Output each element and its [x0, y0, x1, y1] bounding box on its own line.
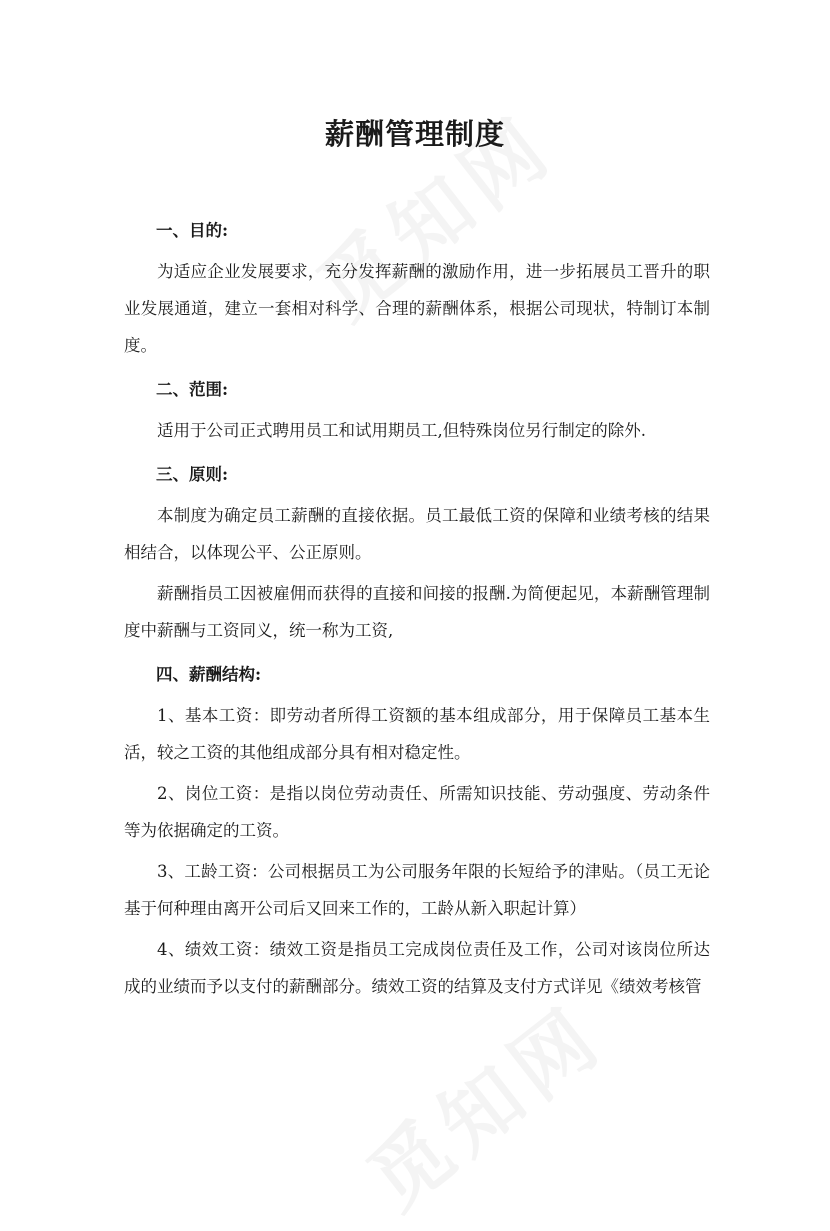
paragraph: 3、工龄工资：公司根据员工为公司服务年限的长短给予的津贴。（员工无论基于何种理由离开公司后又回来工作的，工龄从新入职起计算）	[124, 862, 710, 918]
section-heading: 三、原则:	[156, 465, 229, 484]
section-principles	[124, 453, 710, 649]
section-scope	[124, 368, 710, 449]
section-heading: 四、薪酬结构:	[156, 665, 262, 684]
paragraph: 为适应企业发展要求，充分发挥薪酬的激励作用，进一步拓展员工晋升的职业发展通道，建立一套相对科学、合理的薪酬体系，根据公司现状，特制订本制度。	[124, 262, 710, 355]
section-salary-structure	[124, 653, 710, 1005]
paragraph: 1、基本工资：即劳动者所得工资额的基本组成部分，用于保障员工基本生活，较之工资的其他组成部分具有相对稳定性。	[124, 706, 710, 762]
paragraph: 本制度为确定员工薪酬的直接依据。员工最低工资的保障和业绩考核的结果相结合，以体现公平、公正原则。	[124, 506, 710, 562]
paragraph: 4、绩效工资：绩效工资是指员工完成岗位责任及工作，公司对该岗位所达成的业绩而予以支付的薪酬部分。绩效工资的结算及支付方式详见《绩效考核管	[124, 940, 710, 996]
section-heading: 二、范围:	[156, 380, 229, 399]
paragraph: 2、岗位工资：是指以岗位劳动责任、所需知识技能、劳动强度、劳动条件等为依据确定的工资。	[124, 784, 710, 840]
watermark	[340, 974, 624, 1231]
section-purpose	[124, 209, 710, 364]
paragraph: 薪酬指员工因被雇佣而获得的直接和间接的报酬.为简便起见，本薪酬管理制度中薪酬与工资同义，统一称为工资,	[124, 584, 710, 640]
document-title: 薪酬管理制度	[324, 117, 505, 151]
paragraph: 适用于公司正式聘用员工和试用期员工,但特殊岗位另行制定的除外.	[157, 421, 646, 440]
section-heading: 一、目的:	[156, 221, 229, 240]
document-body	[124, 209, 710, 1009]
